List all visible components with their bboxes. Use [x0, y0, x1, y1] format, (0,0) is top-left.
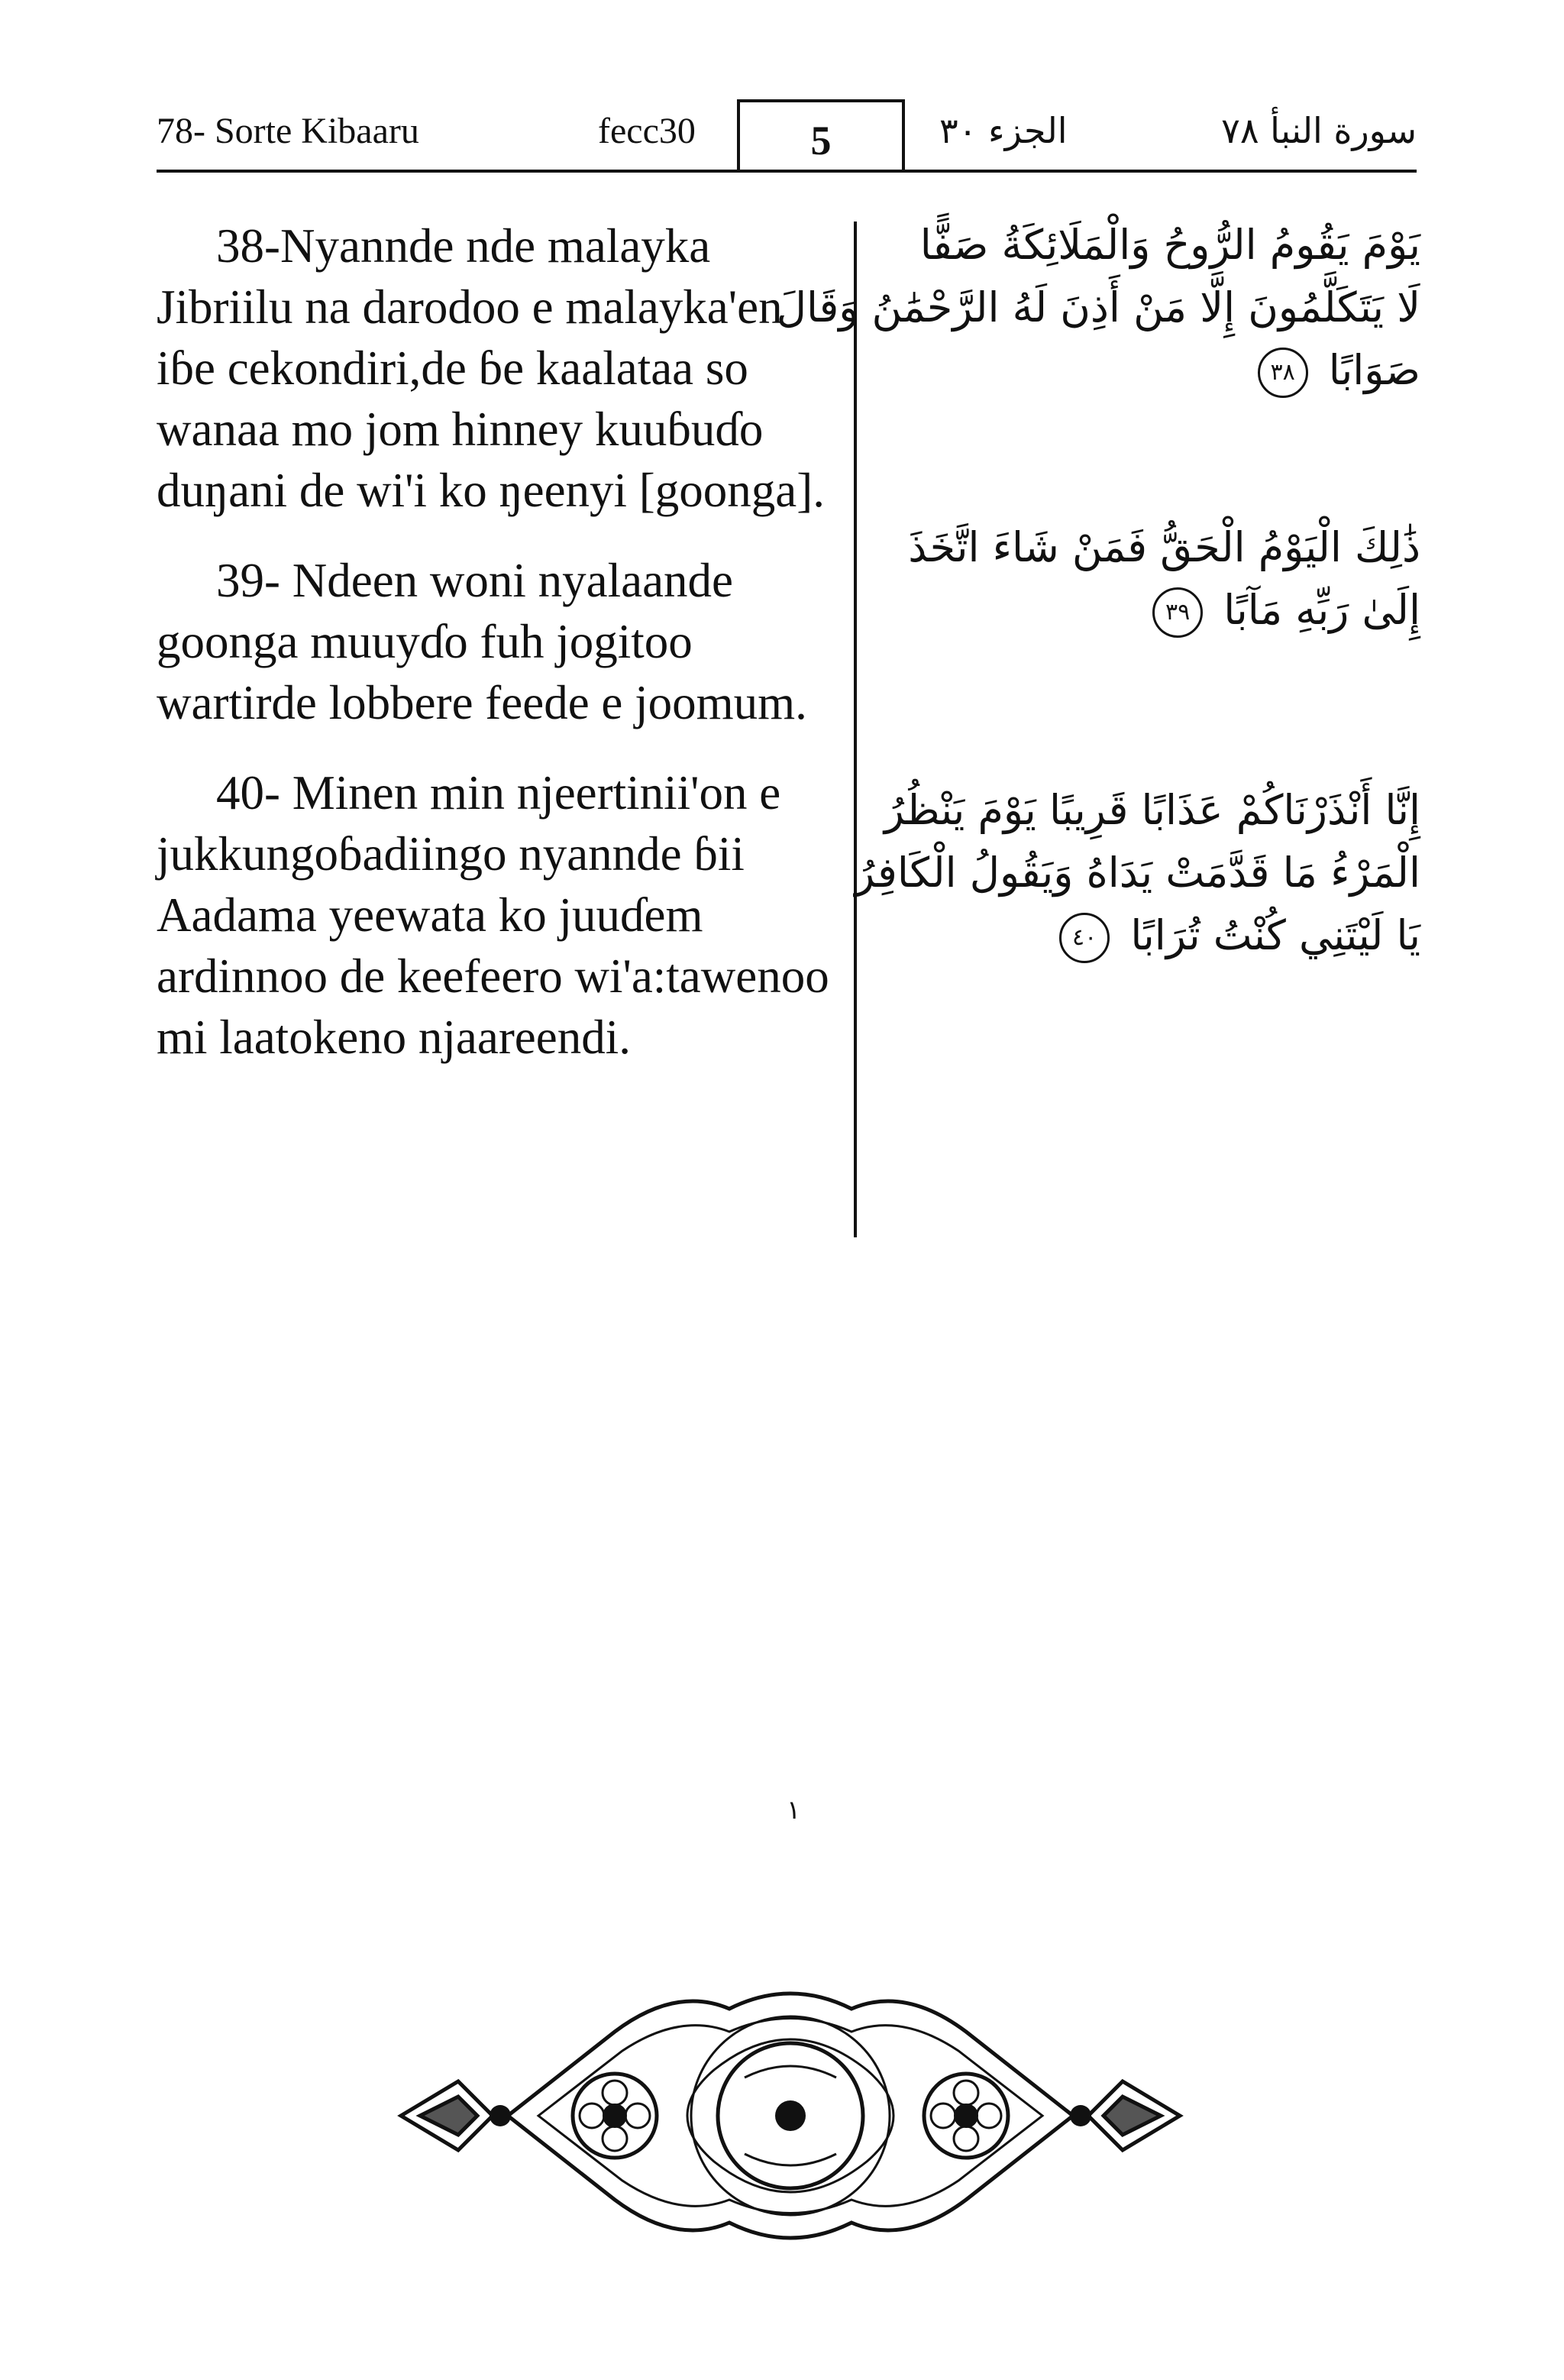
arabic-line-text: صَوَابًا [1328, 346, 1420, 394]
juz-label-latin: fecc30 [598, 111, 696, 151]
verse-39-arabic [893, 516, 1420, 642]
arabic-line: لَا يَتَكَلَّمُونَ إِلَّا مَنْ أَذِنَ لَهُ الرَّحْمَٰنُ وَقَالَ [776, 283, 1420, 331]
surah-title-latin: 78- Sorte Kibaaru [157, 111, 419, 151]
decorative-ornament-icon [386, 1978, 1195, 2253]
surah-title-arabic: سورة النبأ ٧٨ [1221, 110, 1417, 151]
page-header [157, 99, 1417, 176]
arabic-line: ذَٰلِكَ الْيَوْمُ الْحَقُّ فَمَنْ شَاءَ اتَّخَذَ [908, 523, 1420, 571]
ayah-number-marker: ٤٠ [1059, 913, 1110, 963]
ayah-number-marker: ٣٩ [1152, 587, 1203, 638]
arabic-line: إِنَّا أَنْذَرْنَاكُمْ عَذَابًا قَرِيبًا يَوْمَ يَنْظُرُ [884, 786, 1420, 834]
verse-38-translation: 38-Nyannde nde malayka Jibriilu na darodoo e malayka'en iɓe cekondiri,de ɓe kaalataa so wanaa mo jom hinney kuuɓuɗo duŋani de wi'i ko ŋeenyi [goonga]. [157, 219, 825, 517]
arabic-line [893, 579, 1420, 642]
header-rule [157, 170, 1417, 173]
verse-39-translation: 39- Ndeen woni nyalaande goonga muuyɗo fuh jogitoo wartirde lobbere feede e joomum. [157, 554, 807, 729]
column-divider [854, 222, 857, 1237]
verse-38-arabic [776, 214, 1420, 402]
arabic-column [776, 214, 1420, 967]
arabic-line-text: يَا لَيْتَنِي كُنْتُ تُرَابًا [1130, 911, 1420, 959]
arabic-line [893, 904, 1420, 967]
arabic-line: الْمَرْءُ مَا قَدَّمَتْ يَدَاهُ وَيَقُولُ الْكَافِرُ [855, 849, 1420, 897]
verse-40-translation: 40- Minen min njeertinii'on e jukkungoɓadiingo nyannde ɓii Aadama yeewata ko juuɗem ardinnoo de keefeero wi'a:tawenoo mi laatokeno njaareendi. [157, 766, 829, 1064]
arabic-line-text: إِلَىٰ رَبِّهِ مَآبًا [1223, 586, 1420, 634]
verse-40-arabic [855, 779, 1420, 967]
arabic-line: يَوْمَ يَقُومُ الرُّوحُ وَالْمَلَائِكَةُ صَفًّا [919, 221, 1420, 269]
ayah-number-marker: ٣٨ [1258, 348, 1308, 398]
footer-page-number-arabic: ١ [787, 1795, 801, 1825]
page-number-box: 5 [737, 99, 905, 170]
arabic-line [893, 339, 1420, 402]
juz-label-arabic: الجزء ٣٠ [939, 110, 1068, 151]
translation-column [157, 215, 836, 1097]
